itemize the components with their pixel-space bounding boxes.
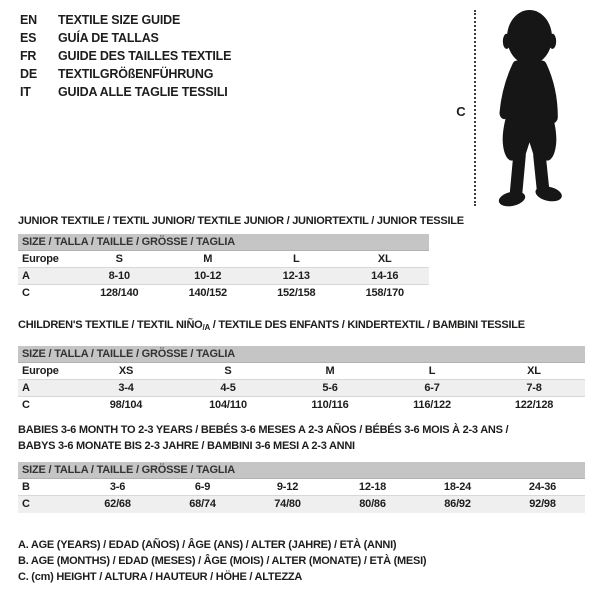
value-cell: 158/170 — [365, 287, 404, 299]
row-label-cell: Europe — [22, 253, 59, 265]
junior-table — [18, 234, 429, 302]
table-row — [18, 285, 429, 302]
value-cell: 68/74 — [189, 498, 216, 510]
language-list — [20, 11, 231, 101]
value-cell: 12-18 — [358, 481, 387, 493]
size-header-band: SIZE / TALLA / TAILLE / GRÖSSE / TAGLIA — [18, 346, 585, 363]
table-row — [18, 268, 429, 285]
value-cell: 74/80 — [274, 498, 301, 510]
height-dotted-line — [474, 10, 476, 206]
lang-label: TEXTILE SIZE GUIDE — [58, 13, 181, 27]
junior-table-title: JUNIOR TEXTILE / TEXTIL JUNIOR/ TEXTILE JUNIOR / JUNIORTEXTIL / JUNIOR TESSILE — [18, 215, 464, 227]
row-label-cell: A — [22, 270, 30, 282]
value-cell: 152/158 — [277, 287, 316, 299]
size-header-band: SIZE / TALLA / TAILLE / GRÖSSE / TAGLIA — [18, 462, 585, 479]
value-cell: 3-6 — [109, 481, 126, 493]
lang-row-fr — [20, 47, 231, 65]
row-label-cell: B — [22, 481, 30, 493]
value-cell: 4-5 — [220, 382, 236, 394]
value-cell: 12-13 — [282, 270, 310, 282]
value-cell: M — [203, 253, 213, 265]
table-row — [18, 397, 585, 414]
value-cell: XL — [377, 253, 392, 265]
lang-code: FR — [20, 49, 37, 63]
value-cell: 14-16 — [371, 270, 399, 282]
table-row — [18, 496, 585, 513]
lang-code: EN — [20, 13, 37, 27]
row-label-cell: A — [22, 382, 30, 394]
value-cell: 3-4 — [118, 382, 134, 394]
value-cell: 110/116 — [311, 399, 349, 411]
footnote-c: C. (cm) HEIGHT / ALTURA / HAUTEUR / HÖHE / ALTEZZA — [18, 571, 303, 583]
value-cell: L — [428, 365, 436, 377]
children-table — [18, 346, 585, 414]
value-cell: 116/122 — [413, 399, 451, 411]
value-cell: 6-9 — [194, 481, 211, 493]
babies-table-title — [18, 422, 508, 454]
lang-row-de — [20, 65, 231, 83]
baby-figure — [446, 6, 600, 214]
row-label-cell: C — [22, 498, 30, 510]
lang-code: IT — [20, 85, 31, 99]
size-header-band: SIZE / TALLA / TAILLE / GRÖSSE / TAGLIA — [18, 234, 429, 251]
value-cell: 92/98 — [529, 498, 556, 510]
lang-label: GUIDE DES TAILLES TEXTILE — [58, 49, 232, 63]
lang-label: TEXTILGRÖßENFÜHRUNG — [58, 67, 214, 81]
value-cell: 18-24 — [443, 481, 472, 493]
table-row — [18, 251, 429, 268]
children-table-title — [18, 319, 525, 332]
value-cell: S — [224, 365, 232, 377]
children-title-subscript: /A — [202, 323, 210, 332]
lang-label: GUIDA ALLE TAGLIE TESSILI — [58, 85, 228, 99]
value-cell: 98/104 — [109, 399, 143, 411]
value-cell: 9-12 — [276, 481, 299, 493]
value-cell: 104/110 — [209, 399, 247, 411]
footnote-b: B. AGE (MONTHS) / EDAD (MESES) / ÂGE (MOIS) / ALTER (MONATE) / ETÀ (MESI) — [18, 555, 427, 567]
lang-label: GUÍA DE TALLAS — [58, 31, 159, 45]
babies-title-line1: BABIES 3-6 MONTH TO 2-3 YEARS / BEBÉS 3-6 MESES A 2-3 AÑOS / BÉBÉS 3-6 MOIS À 2-3 ANS / — [18, 424, 509, 436]
value-cell: 6-7 — [424, 382, 440, 394]
value-cell: 5-6 — [322, 382, 338, 394]
row-label-cell: Europe — [22, 365, 59, 377]
height-marker-label: C — [456, 104, 466, 119]
value-cell: 62/68 — [104, 498, 131, 510]
footnote-a: A. AGE (YEARS) / EDAD (AÑOS) / ÂGE (ANS) / ALTER (JAHRE) / ETÀ (ANNI) — [18, 539, 397, 551]
lang-code: ES — [20, 31, 37, 45]
children-title-text: CHILDREN'S TEXTILE / TEXTIL NIÑO — [18, 319, 203, 331]
value-cell: 7-8 — [526, 382, 542, 394]
row-label-cell: C — [22, 287, 30, 299]
baby-silhouette-icon — [482, 8, 582, 210]
children-title-text: / TEXTILE DES ENFANTS / KINDERTEXTIL / BAMBINI TESSILE — [209, 319, 525, 331]
lang-row-en — [20, 11, 231, 29]
value-cell: 8-10 — [108, 270, 130, 282]
value-cell: 128/140 — [100, 287, 139, 299]
value-cell: 24-36 — [528, 481, 557, 493]
value-cell: 122/128 — [514, 399, 554, 411]
lang-row-it — [20, 83, 231, 101]
value-cell: 10-12 — [194, 270, 222, 282]
value-cell: XS — [118, 365, 134, 377]
table-row — [18, 479, 585, 496]
value-cell: S — [115, 253, 123, 265]
value-cell: L — [292, 253, 300, 265]
value-cell: 140/152 — [188, 287, 227, 299]
table-row — [18, 380, 585, 397]
lang-row-es — [20, 29, 231, 47]
row-label-cell: C — [22, 399, 30, 411]
footnotes — [18, 537, 426, 585]
value-cell: 86/92 — [444, 498, 471, 510]
lang-code: DE — [20, 67, 37, 81]
value-cell: 80/86 — [359, 498, 386, 510]
babies-title-line2: BABYS 3-6 MONATE BIS 2-3 JAHRE / BAMBINI 3-6 MESI A 2-3 ANNI — [18, 440, 355, 452]
babies-table — [18, 462, 585, 513]
value-cell: M — [325, 365, 335, 377]
value-cell: XL — [527, 365, 541, 377]
table-row — [18, 363, 585, 380]
